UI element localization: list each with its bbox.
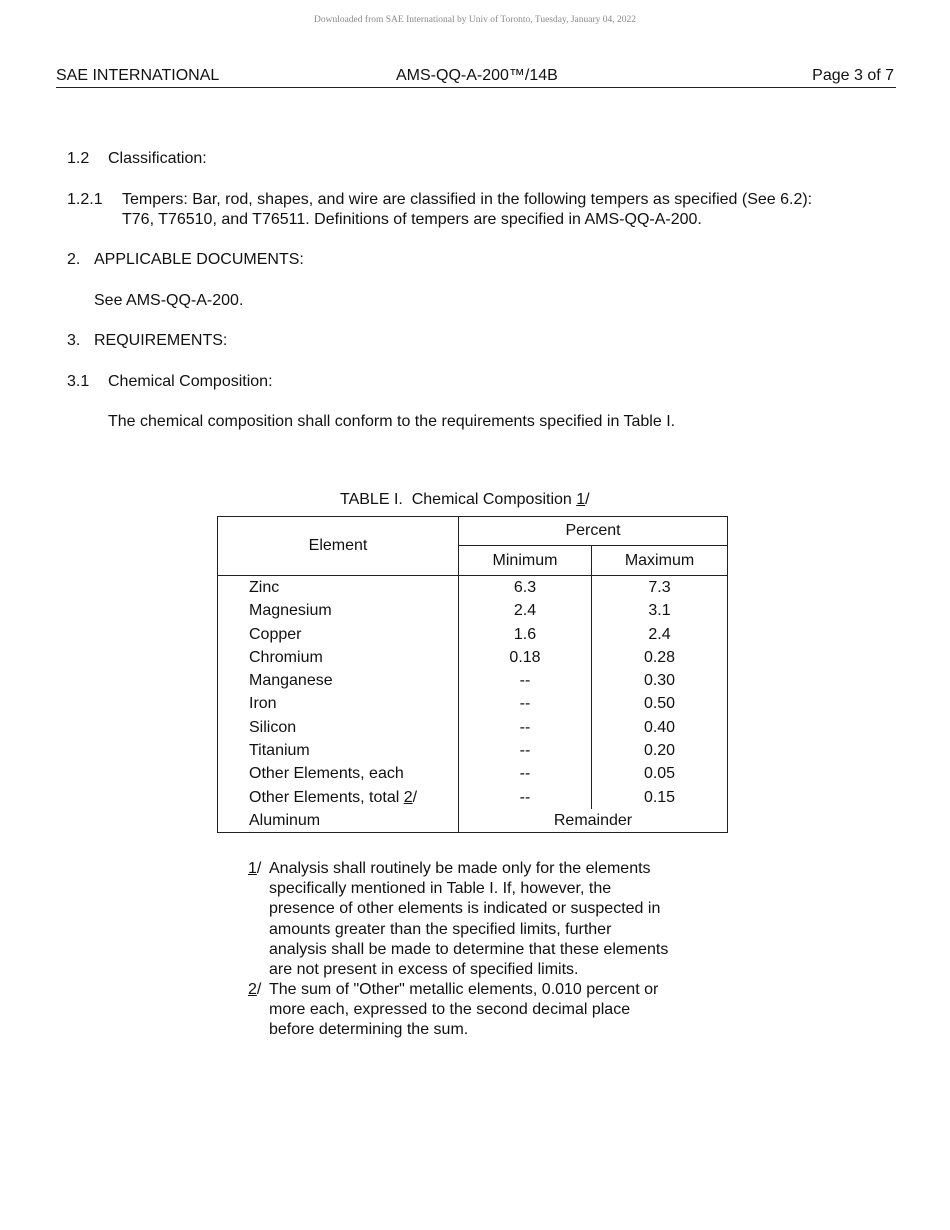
table-row xyxy=(218,692,728,715)
footnote-2-marker: 2/ xyxy=(248,981,262,998)
section-1-2-1-number: 1.2.1 xyxy=(67,191,103,208)
header-page-number: Page 3 of 7 xyxy=(812,67,894,84)
footnote-1-marker: 1/ xyxy=(248,860,262,877)
table-caption-text: TABLE I. Chemical Composition xyxy=(340,491,577,508)
footnote-1-number: 1 xyxy=(248,860,257,877)
section-2-number: 2. xyxy=(67,251,81,268)
remainder-value: Remainder xyxy=(459,809,728,833)
section-1-2-1-line2: T76, T76510, and T76511. Definitions of tempers are specified in AMS-QQ-A-200. xyxy=(122,211,702,228)
section-3-1-body: The chemical composition shall conform to the requirements specified in Table I. xyxy=(108,413,676,430)
footnote-1 xyxy=(248,859,668,980)
element-name xyxy=(218,786,459,809)
header-element: Element xyxy=(218,517,459,576)
max-value: 7.3 xyxy=(592,576,728,600)
section-3-title: REQUIREMENTS: xyxy=(94,332,228,349)
table-row xyxy=(218,623,728,646)
header-document-id: AMS-QQ-A-200™/14B xyxy=(396,67,558,84)
element-name-suffix: / xyxy=(412,788,418,806)
download-watermark: Downloaded from SAE International by Univ of Toronto, Tuesday, January 04, 2022 xyxy=(313,15,637,25)
table-row xyxy=(218,762,728,785)
table-row xyxy=(218,786,728,809)
element-name-text: Other Elements, total xyxy=(249,788,404,806)
min-value: -- xyxy=(459,716,592,739)
element-name: Other Elements, each xyxy=(218,762,459,785)
section-1-2-1-line1: Tempers: Bar, rod, shapes, and wire are classified in the following tempers as specified (See 6.2): xyxy=(122,191,813,208)
footnote-1-line: are not present in excess of specified limits. xyxy=(269,961,579,979)
header-minimum: Minimum xyxy=(459,546,592,576)
max-value: 0.40 xyxy=(592,716,728,739)
max-value: 0.05 xyxy=(592,762,728,785)
element-name: Copper xyxy=(218,623,459,646)
element-name-note: 2 xyxy=(403,788,413,806)
element-name: Titanium xyxy=(218,739,459,762)
min-value: 0.18 xyxy=(459,646,592,669)
section-3-number: 3. xyxy=(67,332,81,349)
min-value: 1.6 xyxy=(459,623,592,646)
section-2-body: See AMS-QQ-A-200. xyxy=(94,292,244,309)
footnote-1-line: specifically mentioned in Table I. If, however, the xyxy=(269,880,612,898)
footnote-1-line: amounts greater than the specified limits, further xyxy=(269,920,612,938)
footnote-2-line: before determining the sum. xyxy=(269,1021,469,1039)
table-row xyxy=(218,809,728,833)
table-row xyxy=(218,739,728,762)
max-value: 0.30 xyxy=(592,669,728,692)
section-2-title: APPLICABLE DOCUMENTS: xyxy=(94,251,304,268)
min-value: -- xyxy=(459,669,592,692)
element-name: Aluminum xyxy=(218,809,459,833)
header-divider xyxy=(56,87,896,88)
element-name: Magnesium xyxy=(218,599,459,622)
min-value: -- xyxy=(459,786,592,809)
chemical-composition-table xyxy=(217,516,728,833)
header-maximum: Maximum xyxy=(592,546,728,576)
table-row xyxy=(218,669,728,692)
footnote-2 xyxy=(248,980,658,1041)
section-1-2-number: 1.2 xyxy=(67,150,90,167)
section-3-1-number: 3.1 xyxy=(67,373,90,390)
table-row xyxy=(218,716,728,739)
footnote-1-line: presence of other elements is indicated or suspected in xyxy=(269,900,661,918)
footnote-2-number: 2 xyxy=(248,981,257,998)
min-value: -- xyxy=(459,739,592,762)
max-value: 3.1 xyxy=(592,599,728,622)
max-value: 0.20 xyxy=(592,739,728,762)
element-name: Silicon xyxy=(218,716,459,739)
table-row xyxy=(218,576,728,600)
element-name: Chromium xyxy=(218,646,459,669)
element-name: Zinc xyxy=(218,576,459,600)
max-value: 0.15 xyxy=(592,786,728,809)
table-caption xyxy=(340,490,590,510)
section-3-1-title: Chemical Composition: xyxy=(108,373,273,390)
footnote-1-line: analysis shall be made to determine that these elements xyxy=(269,940,669,958)
table-caption-note: 1 xyxy=(576,491,586,508)
header-percent: Percent xyxy=(459,517,728,546)
max-value: 2.4 xyxy=(592,623,728,646)
section-1-2-title: Classification: xyxy=(108,150,207,167)
min-value: -- xyxy=(459,762,592,785)
element-name: Iron xyxy=(218,692,459,715)
table-caption-suffix: / xyxy=(585,491,590,508)
footnote-2-line: The sum of "Other" metallic elements, 0.010 percent or xyxy=(269,981,659,998)
header-organization: SAE INTERNATIONAL xyxy=(56,67,220,84)
max-value: 0.28 xyxy=(592,646,728,669)
footnote-2-line: more each, expressed to the second decimal place xyxy=(269,1001,631,1019)
element-name: Manganese xyxy=(218,669,459,692)
min-value: 6.3 xyxy=(459,576,592,600)
min-value: 2.4 xyxy=(459,599,592,622)
min-value: -- xyxy=(459,692,592,715)
footnote-1-line: Analysis shall routinely be made only for the elements xyxy=(269,860,651,877)
table-row xyxy=(218,646,728,669)
max-value: 0.50 xyxy=(592,692,728,715)
table-row xyxy=(218,599,728,622)
